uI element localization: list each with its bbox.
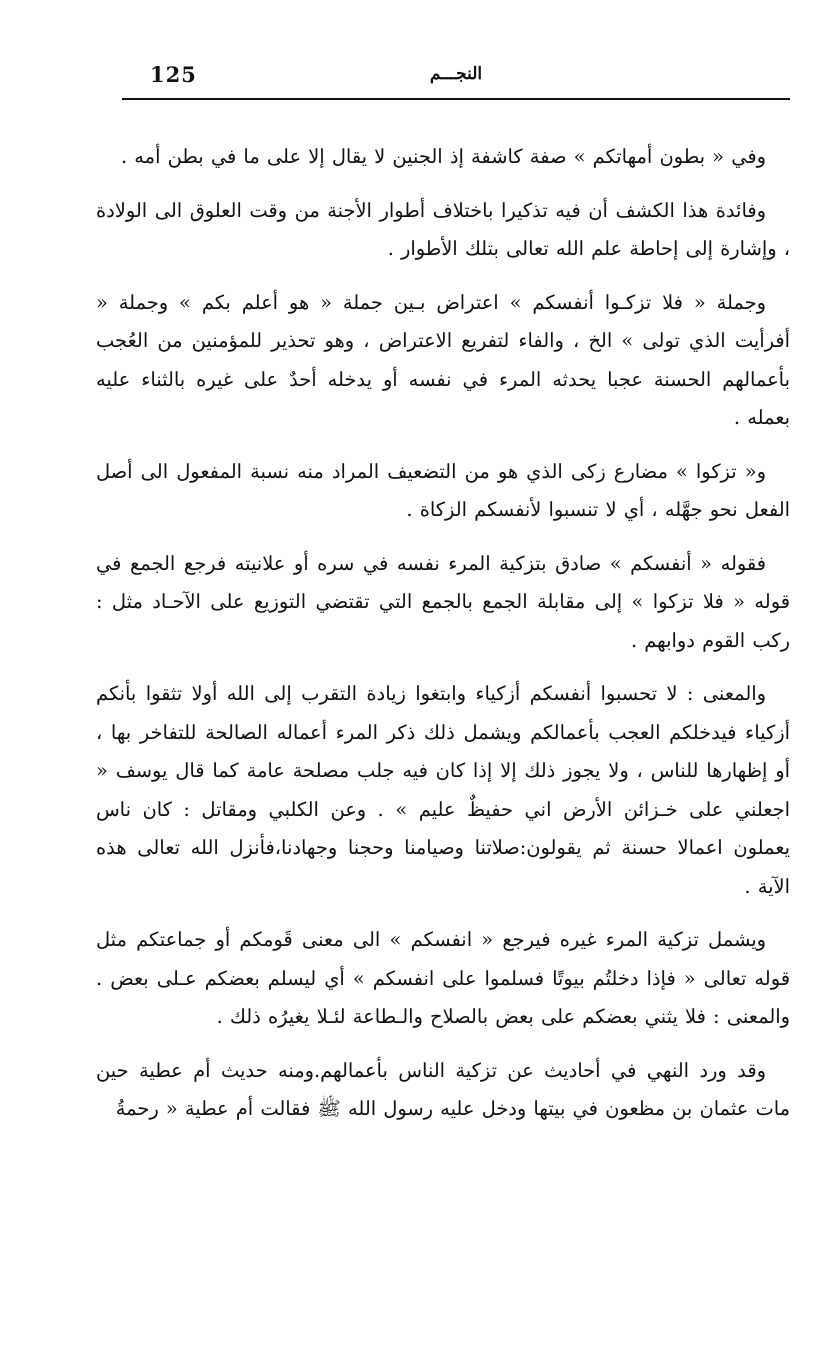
page-number: 125 (150, 62, 197, 87)
paragraph-8: وقد ورد النهي في أحاديث عن تزكية الناس بأعمالهم.ومنه حديث أم عطية حين مات عثمان بن مظعون في بيتها ودخل عليه رسول الله ﷺ فقالت أم عطية « رحمةُ (96, 1058, 790, 1120)
body-text (96, 138, 790, 1129)
running-title: النجـــم (429, 64, 483, 84)
paragraph-4: و« تزكوا » مضارع زكى الذي هو من التضعيف المراد منه نسبة المفعول الى أصل الفعل نحو جهَّله ، أي لا تنسبوا لأنفسكم الزكاة . (96, 459, 790, 521)
paragraph-3: وجملة « فلا تزكـوا أنفسكم » اعتراض بـين جملة « هو أعلم بكم » وجملة « أفرأيت الذي تولى » الخ ، والفاء لتفريع الاعتراض ، وهو تحذير للمؤمنين من العُجب بأعمالهم الحسنة عجبا يحدثه المرء في نفسه أو يدخله أحدٌ على غيره بالثناء عليه بعمله . (96, 290, 790, 429)
paragraph-6: والمعنى : لا تحسبوا أنفسكم أزكياء وابتغوا زيادة التقرب إلى الله أولا تثقوا بأنكم أزكياء فيدخلكم العجب بأعمالكم ويشمل ذلك ذكر المرء أعماله الصالحة للتفاخر بها ، أو إظهارها للناس ، ولا يجوز ذلك إلا إذا كان فيه جلب مصلحة عامة كما قال يوسف « اجعلني على خـزائن الأرض اني حفيظٌ عليم » . وعن الكلبي ومقاتل : كان ناس يعملون اعمالا حسنة ثم يقولون:صلاتنا وصيامنا وحجنا وجهادنا،فأنزل الله تعالى هذه الآية . (96, 682, 790, 898)
page-header (122, 58, 790, 100)
paragraph-7: ويشمل تزكية المرء غيره فيرجع « انفسكم » الى معنى قَومكم أو جماعتكم مثل قوله تعالى « فإذا دخلتُم بيوتًا فسلموا على انفسكم » أي ليسلم بعضكم عـلى بعض . والمعنى : فلا يثني بعضكم على بعض بالصلاح والـطاعة لئـلا يغيرُه ذلك . (96, 928, 790, 1028)
paragraph-1: وفي « بطون أمهاتكم » صفة كاشفة إذ الجنين لا يقال إلا على ما في بطن أمه . (120, 145, 766, 168)
paragraph-5: فقوله « أنفسكم » صادق بتزكية المرء نفسه في سره أو علانيته فرجع الجمع في قوله « فلا تزكوا » إلى مقابلة الجمع بالجمع التي تقتضي التوزيع على الآحـاد مثل : ركب القوم دوابهم . (96, 551, 790, 652)
paragraph-2: وفائدة هذا الكشف أن فيه تذكيرا باختلاف أطوار الأجنة من وقت العلوق الى الولادة ، وإشارة إلى إحاطة علم الله تعالى بتلك الأطوار . (96, 198, 790, 260)
